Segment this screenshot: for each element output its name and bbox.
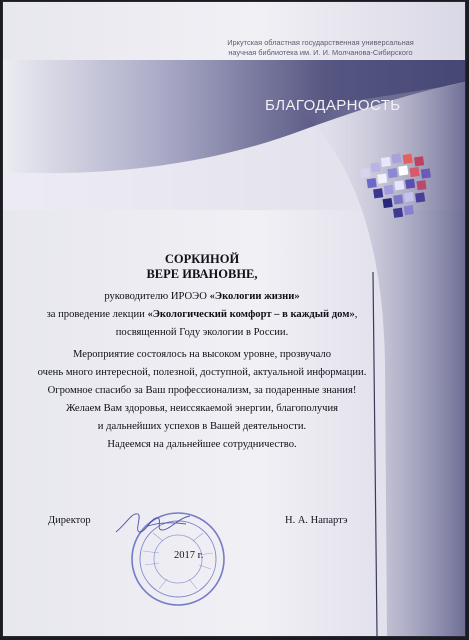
library-mosaic-logo [343, 142, 453, 232]
paragraph-line-6: Надеемся на дальнейшее сотрудничество. [107, 439, 297, 450]
paragraph-line-4: Желаем Вам здоровья, неиссякаемой энергии, благополучия [65, 403, 339, 414]
library-header [178, 38, 463, 58]
signatory-position: Директор [48, 515, 91, 526]
lecture-title: «Экологический комфорт – в каждый дом» [147, 309, 355, 320]
role-prefix: руководителю ИРОЭО [104, 291, 210, 302]
signatory-name: Н. А. Напартэ [285, 515, 348, 526]
reason-line [17, 308, 387, 322]
reason-prefix: за проведение лекции [46, 309, 148, 320]
director-signature [108, 502, 198, 542]
paragraph-line-3: Огромное спасибо за Ваш профессионализм, за подаренные знания! [47, 385, 357, 396]
role-organization: «Экологии жизни» [209, 291, 300, 302]
document-title: БЛАГОДАРНОСТЬ [265, 97, 401, 114]
paragraph-line-5: и дальнейших успехов в Вашей деятельности. [97, 421, 307, 432]
library-name-line-2: научная библиотека им. И. И. Молчанова-Сибирского [228, 48, 413, 57]
certificate-body [17, 252, 387, 452]
recipient-role [17, 290, 387, 304]
certificate-sheet [3, 2, 465, 636]
reason-suffix: , [354, 309, 358, 320]
issue-year: 2017 г. [174, 550, 204, 561]
recipient-name: ВЕРЕ ИВАНОВНЕ, [146, 267, 258, 281]
dedication-line: посвященной Году экологии в России. [115, 327, 289, 338]
paragraph-line-2: очень много интересной, полезной, доступной, актуальной информации. [37, 367, 367, 378]
library-name-line-1: Иркутская областная государственная универсальная [227, 38, 414, 47]
recipient-surname: СОРКИНОЙ [164, 252, 240, 266]
paragraph-line-1: Мероприятие состоялось на высоком уровне, прозвучало [72, 349, 332, 360]
